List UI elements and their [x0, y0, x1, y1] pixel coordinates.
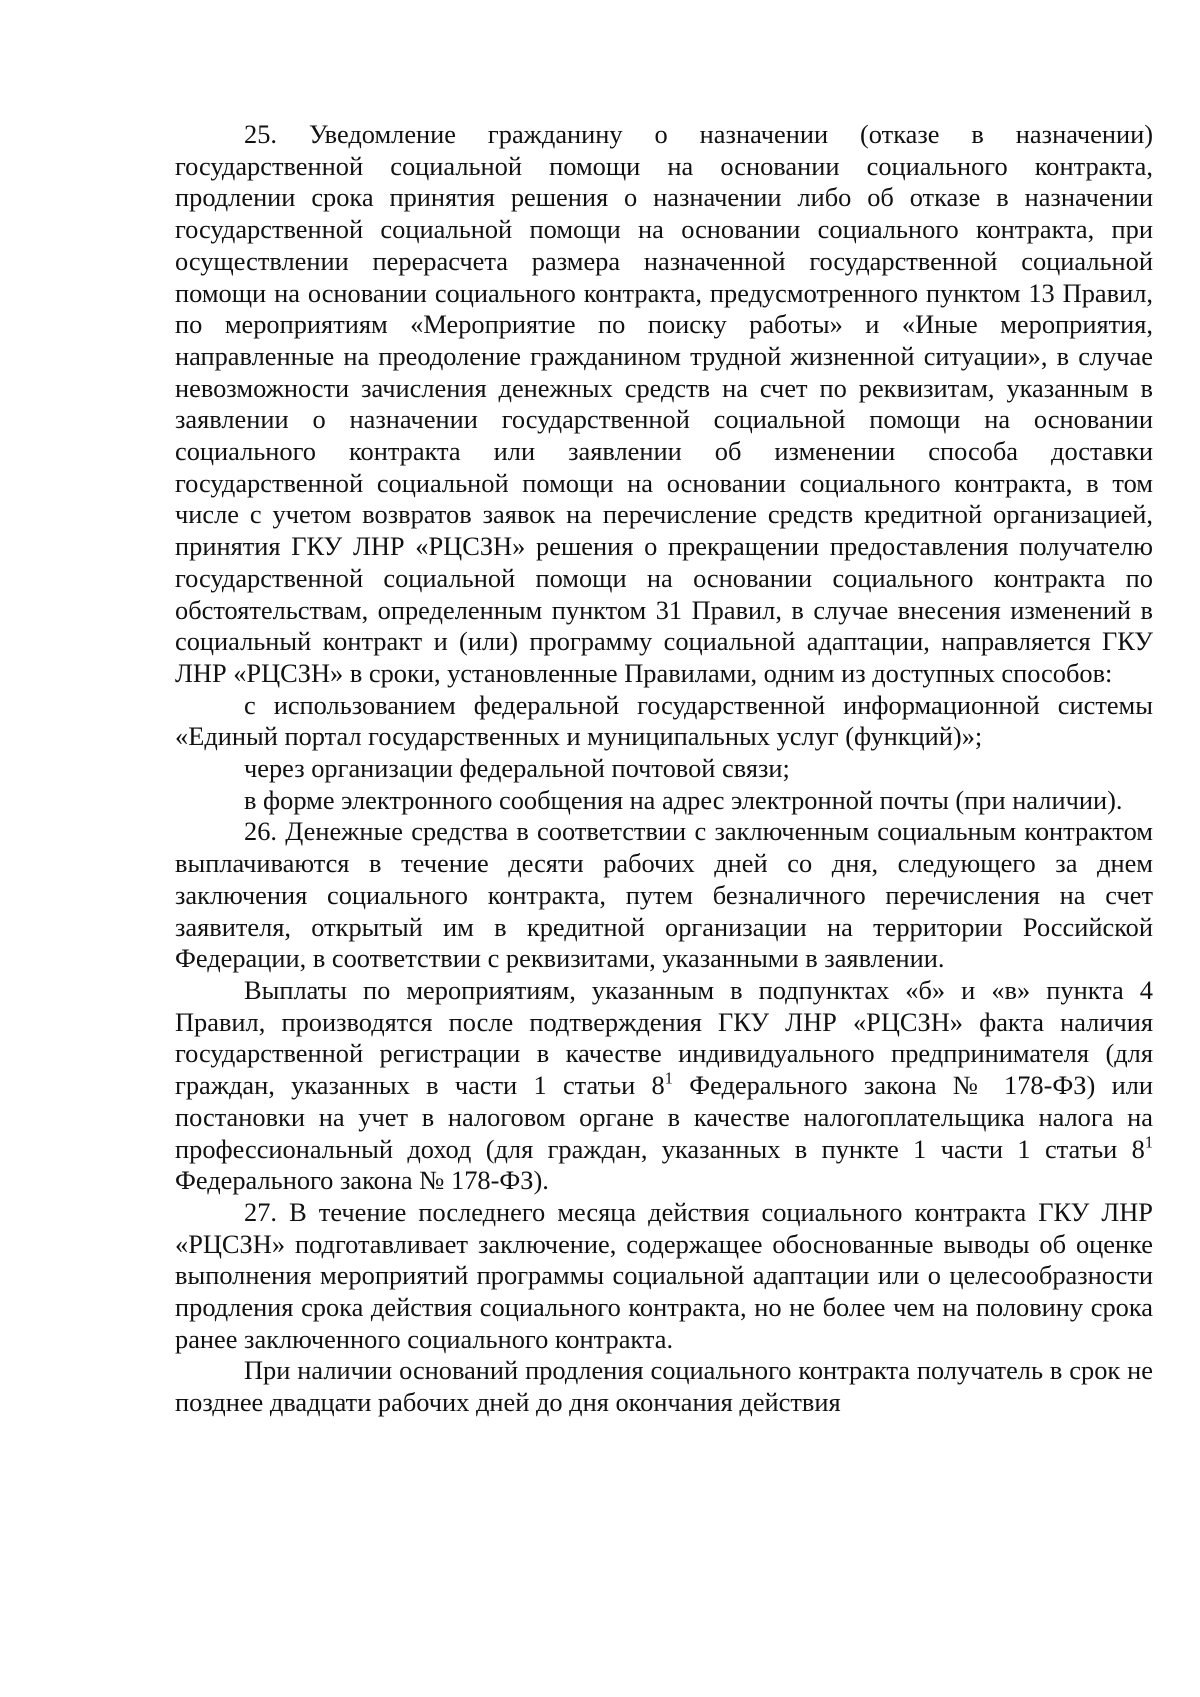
paragraph-text: в форме электронного сообщения на адрес электронной почты (при наличии). [244, 784, 1123, 815]
paragraph-text-part: Федерального закона № 178-ФЗ) или постановки на учет в налоговом органе в качестве налогоплательщика налога на профессиональный доход (для граждан, указанных в пункте 1 части 1 статьи 8 [175, 1070, 1153, 1164]
superscript-article-index: 1 [664, 1068, 673, 1088]
paragraph-27-extension [175, 1355, 1153, 1418]
paragraph-text: При наличии оснований продления социального контракта получатель в срок не позднее двадцати рабочих дней до дня окончания действия [175, 1355, 1153, 1418]
paragraph-text: с использованием федеральной государственной информационной системы «Единый портал государственных и муниципальных услуг (функций)»; [175, 689, 1153, 752]
paragraph-text: через организации федеральной почтовой связи; [244, 753, 790, 784]
paragraph-text-part: Выплаты по мероприятиям, указанным в подпунктах «б» и «в» пункта 4 Правил, производятся после подтверждения ГКУ ЛНР «РЦСЗН» факта наличия государственной регистрации в качестве индивидуального предпринимателя (для граждан, указанных в части 1 статьи 8 [175, 974, 1153, 1101]
paragraph-text-part: Федерального закона № 178-ФЗ). [175, 1165, 549, 1196]
delivery-option-email [175, 785, 1153, 817]
paragraph-26 [175, 816, 1153, 975]
delivery-option-post [175, 753, 1153, 785]
paragraph-26-payments [175, 975, 1153, 1197]
paragraph-text: В течение последнего месяца действия социального контракта ГКУ ЛНР «РЦСЗН» подготавливает заключение, содержащее обоснованные выводы об оценке выполнения мероприятий программы социальной адаптации или о целесообразности продления срока действия социального контракта, но не более чем на половину срока ранее заключенного социального контракта. [175, 1196, 1153, 1354]
paragraph-27 [175, 1197, 1153, 1356]
paragraph-text: Уведомление гражданину о назначении (отказе в назначении) государственной социальной помощи на основании социального контракта, продлении срока принятия решения о назначении либо об отказе в назначении государственной социальной помощи на основании социального контракта, при осуществлении перерасчета размера назначенной государственной социальной помощи на основании социального контракта, предусмотренного пунктом 13 Правил, по мероприятиям «Мероприятие по поиску работы» и «Иные мероприятия, направленные на преодоление гражданином трудной жизненной ситуации», в случае невозможности зачисления денежных средств на счет по реквизитам, указанным в заявлении о назначении государственной социальной помощи на основании социального контракта или заявлении об изменении способа доставки государственной социальной помощи на основании социального контракта, в том числе с учетом возвратов заявок на перечисление средств кредитной организацией, принятия ГКУ ЛНР «РЦСЗН» решения о прекращении предоставления получателю государственной социальной помощи на основании социального контракта по обстоятельствам, определенным пунктом 31 Правил, в случае внесения изменений в социальный контракт и (или) программу социальной адаптации, направляется ГКУ ЛНР «РЦСЗН» в сроки, установленные Правилами, одним из доступных способов: [175, 119, 1153, 688]
paragraph-text: Денежные средства в соответствии с заключенным социальным контрактом выплачиваются в течение десяти рабочих дней со дня, следующего за днем заключения социального контракта, путем безналичного перечисления на счет заявителя, открытый им в кредитной организации на территории Российской Федерации, в соответствии с реквизитами, указанными в заявлении. [175, 816, 1153, 974]
paragraph-number: 25. [244, 119, 277, 149]
paragraph-number: 26. [244, 816, 277, 847]
superscript-article-index: 1 [1144, 1131, 1153, 1151]
document-page [175, 119, 1153, 1419]
paragraph-number: 27. [244, 1196, 277, 1227]
paragraph-25 [175, 119, 1153, 690]
delivery-option-epgu [175, 690, 1153, 753]
